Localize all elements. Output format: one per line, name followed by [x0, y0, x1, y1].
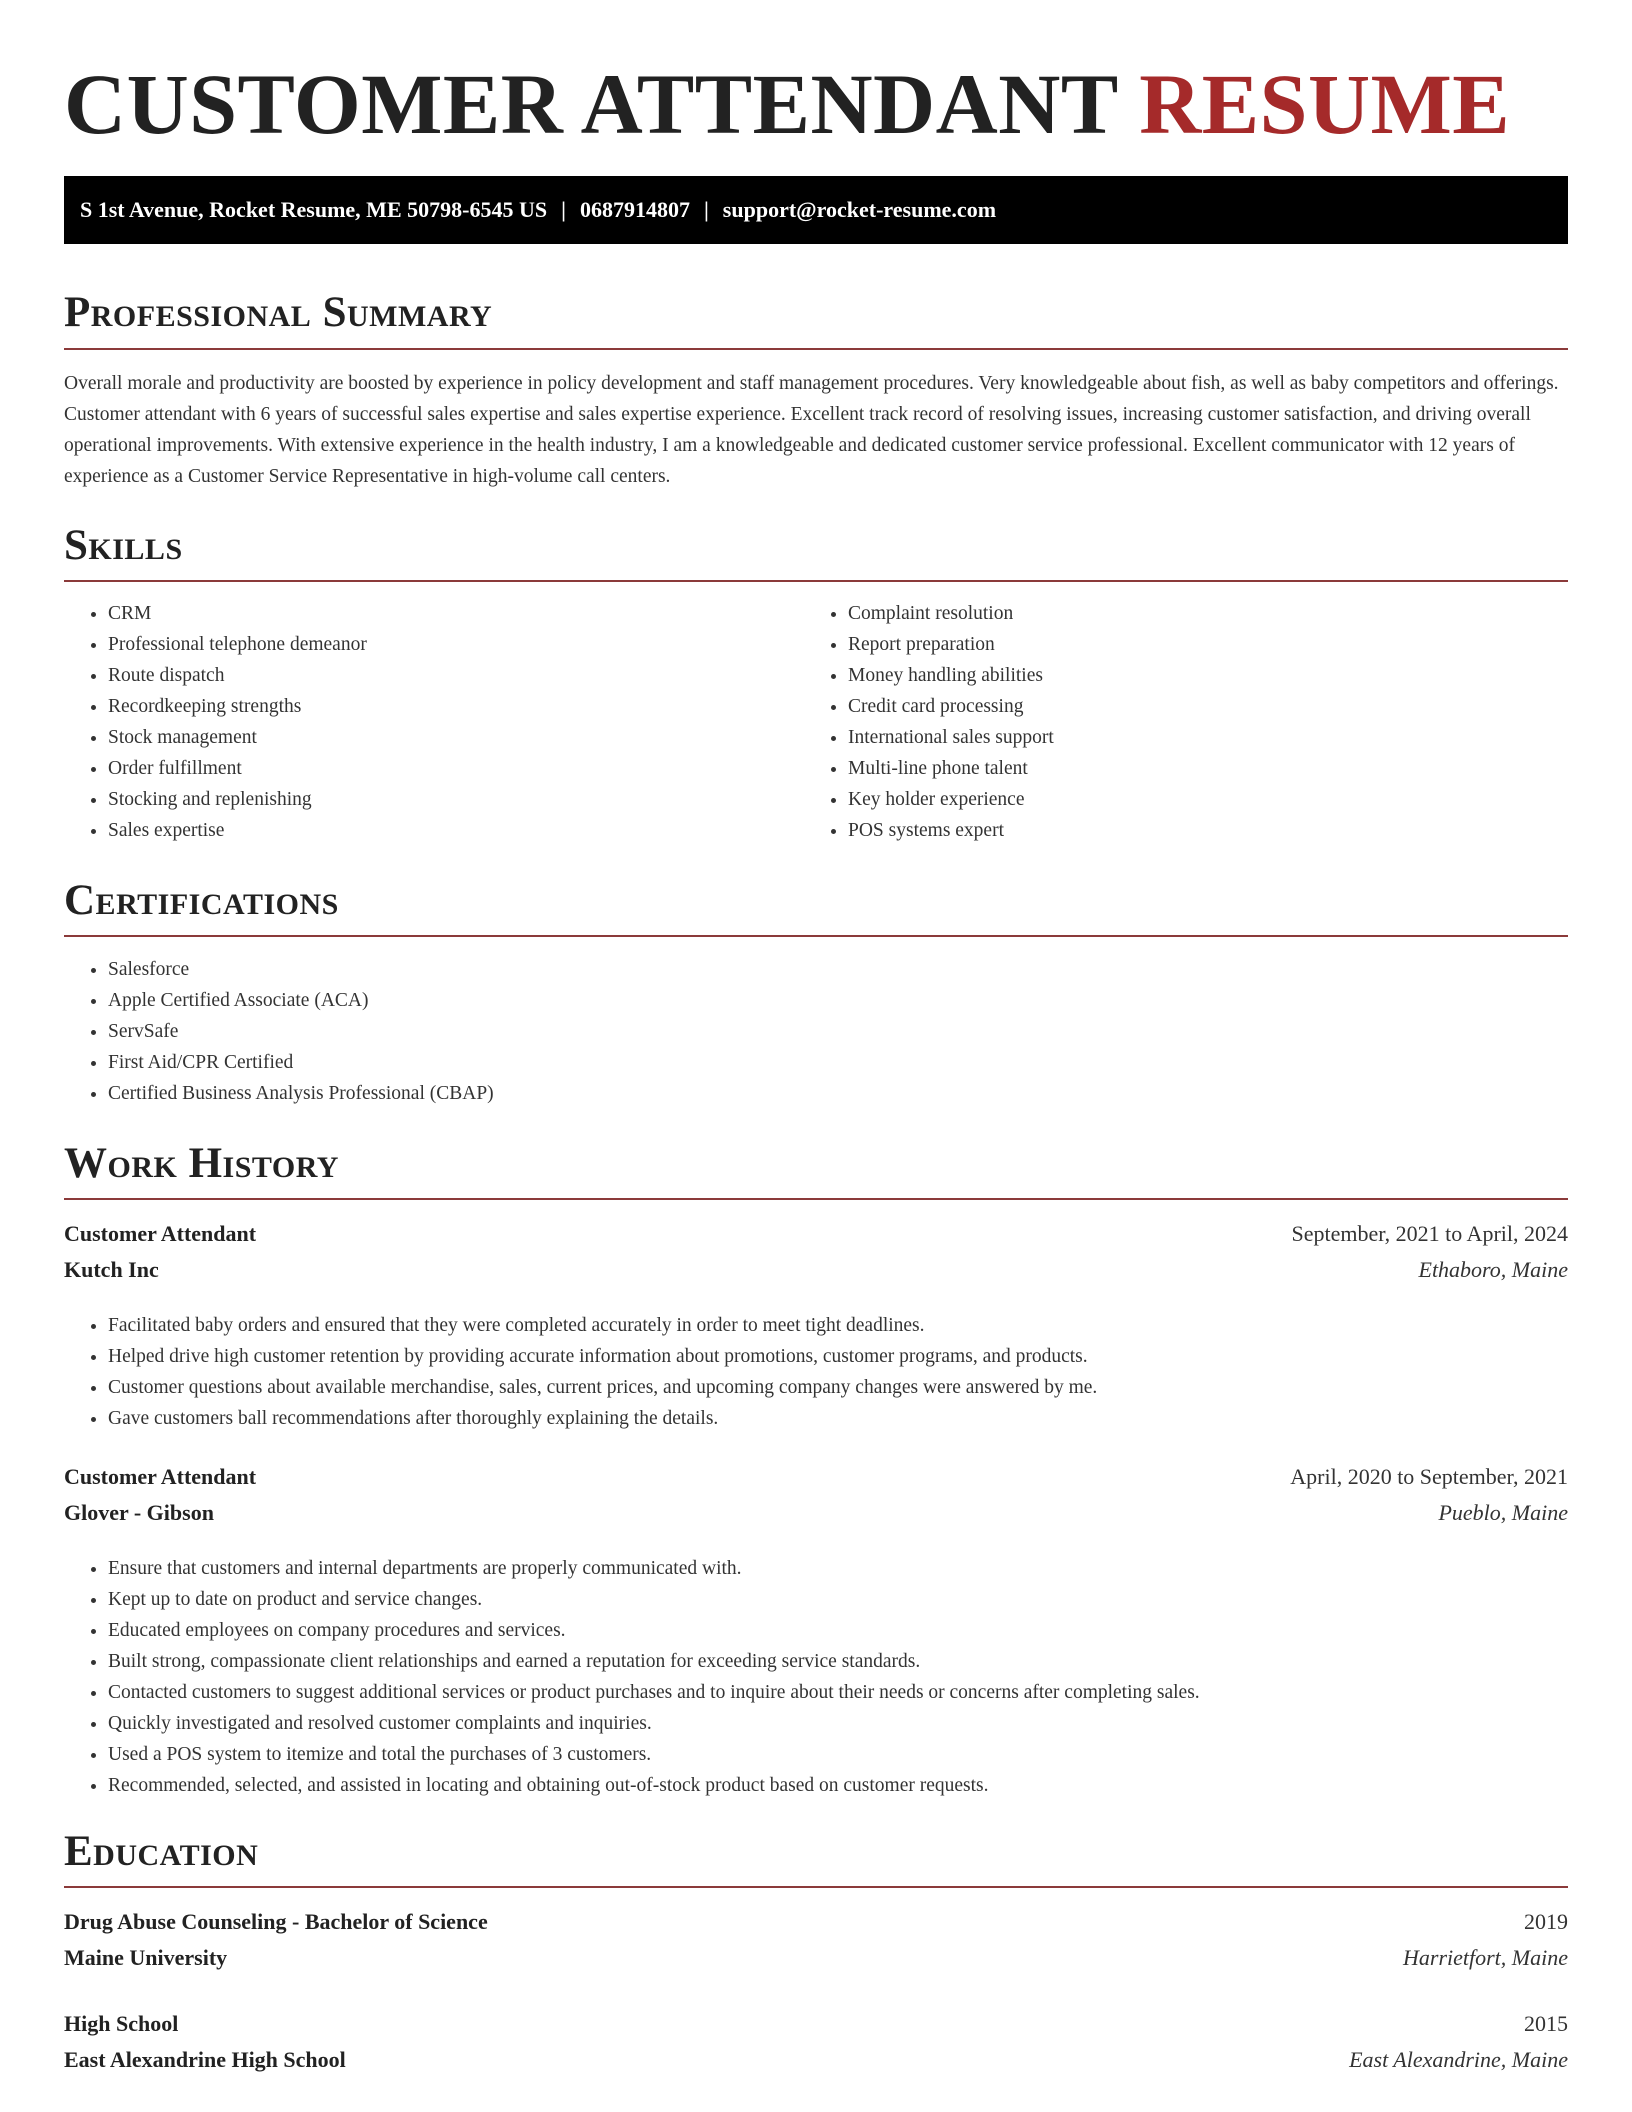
job-header	[64, 1216, 1568, 1252]
certification-item: • Apple Certified Associate (ACA)	[108, 985, 1508, 1016]
job-duties-list	[64, 1553, 1568, 1801]
job-company: Kutch Inc	[64, 1257, 159, 1282]
skill-item: • CRM	[108, 598, 788, 629]
title-main: CUSTOMER ATTENDANT	[64, 56, 1118, 152]
certification-item: • Salesforce	[108, 954, 1508, 985]
skill-item: • Stocking and replenishing	[108, 784, 788, 815]
job-location: Ethaboro, Maine	[1418, 1257, 1568, 1282]
job-duty: • Ensure that customers and internal departments are properly communicated with.	[108, 1553, 1568, 1584]
contact-email[interactable]: support@rocket-resume.com	[722, 197, 997, 222]
skill-item: • Key holder experience	[848, 784, 1568, 815]
job-duty: • Kept up to date on product and service changes.	[108, 1584, 1568, 1615]
skills-heading: Skills	[64, 522, 183, 569]
skills-list-right	[804, 598, 1568, 846]
section-divider	[64, 580, 1568, 582]
certifications-list	[64, 954, 1508, 1109]
contact-separator: |	[703, 197, 709, 222]
education-school: Maine University	[64, 1945, 228, 1970]
education-location: Harrietfort, Maine	[1403, 1945, 1568, 1970]
certification-item: • First Aid/CPR Certified	[108, 1047, 1508, 1078]
education-school-row	[64, 1940, 1568, 1976]
summary-heading: Professional Summary	[64, 289, 493, 336]
job-dates: April, 2020 to September, 2021	[1290, 1464, 1568, 1489]
skill-item: • International sales support	[848, 722, 1568, 753]
job-location: Pueblo, Maine	[1438, 1500, 1568, 1525]
skills-list-left	[64, 598, 788, 846]
job-duty: • Helped drive high customer retention by providing accurate information about promotions, customer programs, and products.	[108, 1341, 1568, 1372]
skill-item: • Stock management	[108, 722, 788, 753]
job-duty: • Contacted customers to suggest additional services or product purchases and to inquire about their needs or concerns after completing sales.	[108, 1677, 1568, 1708]
resume-page	[64, 0, 1568, 2072]
education-degree: High School	[64, 2011, 179, 2036]
contact-address: S 1st Avenue, Rocket Resume, ME 50798-6545 US	[80, 197, 548, 222]
contact-bar	[64, 176, 1568, 244]
job-duty: • Used a POS system to itemize and total the purchases of 3 customers.	[108, 1739, 1568, 1770]
education-location: East Alexandrine, Maine	[1349, 2047, 1568, 2072]
job-duty: • Quickly investigated and resolved customer complaints and inquiries.	[108, 1708, 1568, 1739]
section-divider	[64, 1198, 1568, 1200]
certification-item: • Certified Business Analysis Professional (CBAP)	[108, 1078, 1508, 1109]
education-school: East Alexandrine High School	[64, 2047, 346, 2072]
skill-item: • POS systems expert	[848, 815, 1568, 846]
skill-item: • Complaint resolution	[848, 598, 1568, 629]
skill-item: • Order fulfillment	[108, 753, 788, 784]
contact-phone[interactable]: 0687914807	[579, 197, 690, 222]
skill-item: • Professional telephone demeanor	[108, 629, 788, 660]
skill-item: • Route dispatch	[108, 660, 788, 691]
section-divider	[64, 935, 1568, 937]
section-divider	[64, 1886, 1568, 1888]
skill-item: • Credit card processing	[848, 691, 1568, 722]
education-year: 2019	[1524, 1909, 1568, 1934]
job-header	[64, 1459, 1568, 1495]
job-duty: • Recommended, selected, and assisted in locating and obtaining out-of-stock product based on customer requests.	[108, 1770, 1568, 1801]
education-header	[64, 2006, 1568, 2042]
section-divider	[64, 348, 1568, 350]
job-duties-list	[64, 1310, 1568, 1434]
skill-item: • Report preparation	[848, 629, 1568, 660]
skill-item: • Recordkeeping strengths	[108, 691, 788, 722]
certification-item: • ServSafe	[108, 1016, 1508, 1047]
title-accent: RESUME	[1139, 56, 1511, 152]
job-duty: • Educated employees on company procedures and services.	[108, 1615, 1568, 1646]
work-heading: Work History	[64, 1140, 339, 1187]
education-degree: Drug Abuse Counseling - Bachelor of Science	[64, 1909, 488, 1934]
job-duty: • Facilitated baby orders and ensured that they were completed accurately in order to meet tight deadlines.	[108, 1310, 1568, 1341]
job-company: Glover - Gibson	[64, 1500, 214, 1525]
education-year: 2015	[1524, 2011, 1568, 2036]
skill-item: • Multi-line phone talent	[848, 753, 1568, 784]
education-school-row	[64, 2042, 1568, 2078]
job-duty: • Gave customers ball recommendations after thoroughly explaining the details.	[108, 1403, 1568, 1434]
education-header	[64, 1904, 1568, 1940]
resume-title	[64, 0, 1568, 152]
skill-item: • Money handling abilities	[848, 660, 1568, 691]
education-heading: Education	[64, 1828, 259, 1875]
job-title: Customer Attendant	[64, 1464, 257, 1489]
job-dates: September, 2021 to April, 2024	[1291, 1221, 1568, 1246]
summary-text: Overall morale and productivity are boosted by experience in policy development and staff management procedures. Very knowledgeable about fish, as well as baby competitors and offerings. Customer attendant with 6 years of successful sales expertise and sales expertise experience. Excellent track record of resolving issues, increasing customer satisfaction, and driving overall operational improvements. With extensive experience in the health industry, I am a knowledgeable and dedicated customer service professional. Excellent communicator with 12 years of experience as a Customer Service Representative in high-volume call centers.	[64, 373, 1559, 487]
job-duty: • Customer questions about available merchandise, sales, current prices, and upcoming company changes were answered by me.	[108, 1372, 1568, 1403]
job-company-row	[64, 1495, 1568, 1531]
job-company-row	[64, 1252, 1568, 1288]
job-title: Customer Attendant	[64, 1221, 257, 1246]
certifications-heading: Certifications	[64, 877, 339, 924]
job-duty: • Built strong, compassionate client relationships and earned a reputation for exceeding service standards.	[108, 1646, 1568, 1677]
contact-separator: |	[561, 197, 566, 222]
skill-item: • Sales expertise	[108, 815, 788, 846]
